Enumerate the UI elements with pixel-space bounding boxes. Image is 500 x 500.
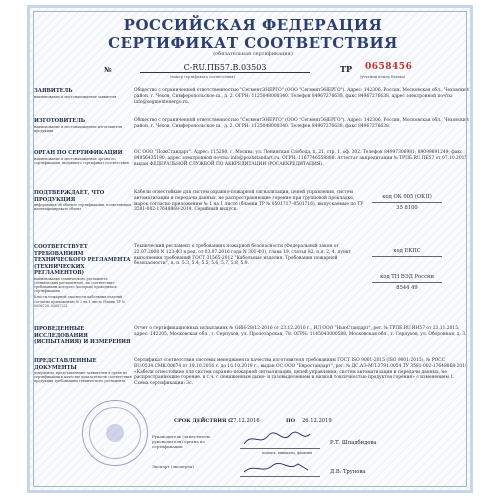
certificate-number: С-RU.ПБ57.В.03503 xyxy=(140,63,310,73)
manufacturer-caption: наименование и местонахождение изготовителя продукции xyxy=(34,124,123,133)
tech-req-text: Технический регламент о требованиях пожарной безопасности (Федеральный закон от 22.07.2008 N 123-ФЗ в ред. от 03.07.2016 года N 301-ФЗ), глава 19, статья 82, п.п. 2, 4, пункт выполнения требований ГОСТ 31565-2012 "Кабельные изделия. Требования пожарной безопасности", п. п. 5.3, 5.4, 5.5, 5.6, 5.7, 5.8, 5.9. xyxy=(134,244,352,267)
title-country: РОССИЙСКАЯ ФЕДЕРАЦИЯ xyxy=(123,16,383,34)
certificate-frame xyxy=(27,5,473,493)
applicant-text: Общество с ограниченной ответственностью "СегментЭНЕРГО" (ООО "СегментЭНЕРГО"). Адрес: 142306, Россия, Московская обл., Чеховский район, г. Чехов, Симферопольское ш., д. 2. ОГРН: 1125048000340. Телефон 84967276638, факс 84967276638, адрес электронной почты info@segmentenergo.ru. xyxy=(134,88,469,105)
head-name: Р.Т. Шпадбидова xyxy=(330,440,377,446)
tnved-code-value: 8544 49 xyxy=(372,282,442,291)
title-subtitle: (обязательная сертификация) xyxy=(213,51,293,57)
documents-text: Сертификат соответствия системы менеджмента качества изготовителя требованиям ГОСТ ISO 9001-2015 (ISO 9001:2015), № РОСС RU.0534.СМК.00674 от 19.10.2016 г. до 16.10.2019 г., выдан ОС ООО "Евростандарт", рег. № ДС.АЭ-МЛ.3791.0054 ТУ 3581-002-17648868-2014 «Кабели огнестойкие для систем охранно-пожарной сигнализации, цепей управления, систем автоматизации и передачи данных, не распространяющие горение, в т.ч. с пониженным дымо- и газовыделением и низкой токсичностью продуктов горения» с изменением 1. Схема сертификации: 3с. xyxy=(134,358,468,387)
expert-name: Д.В. Трунова xyxy=(330,469,366,475)
expert-signature-icon xyxy=(242,460,312,476)
okp-code-value: 35 8100 xyxy=(372,202,442,211)
manufacturer-text: Общество с ограниченной ответственностью "СегментЭНЕРГО" (ООО "СегментЭНЕРГО"). Адрес: 142306, Россия, Московская обл., Чеховский район, г. Чехов, Симферопольское ш., д. 2. ОГРН: 1125048000340. Телефон 84967276638, факс 84967276638. xyxy=(134,118,469,129)
validity-from-label: СРОК ДЕЙСТВИЯ С xyxy=(174,418,233,424)
tnved-code-label: код ТН ВЭД России xyxy=(380,274,434,280)
applicant-caption: наименование и местонахождение заявителя xyxy=(34,94,117,99)
certificate-number-row xyxy=(30,63,476,77)
applicant-label: ЗАЯВИТЕЛЬ наименование и местонахождение заявителя xyxy=(34,88,132,99)
title-certificate: СЕРТИФИКАТ СООТВЕТСТВИЯ xyxy=(108,34,398,52)
organization-seal xyxy=(82,400,148,466)
serial-number: 0658456 xyxy=(365,62,413,72)
cert-body-text: ОС ООО "ПожСтандарт". Адрес: 115280, г. Москва, ул. Ленинская Слобода, д. 21, стр. 1, оф. 302. Телефон 84997306981; 89099891249, факс 84956435190, адрес электронной почты: info@pozhstandart.ru. ОГРН: 1167746558888. Аттестат аккредитации № ТРПБ.RU.ПБ57 от 07.10.2015 выдан ФЕДЕРАЛЬНОЙ СЛУЖБОЙ ПО АККРЕДИТАЦИИ (РОСАККРЕДИТАЦИЯ). xyxy=(134,150,468,167)
cert-body-caption: наименование и местонахождение органа по сертификации, выдавшего сертификат соответствия xyxy=(34,156,129,165)
okp-code-box xyxy=(372,194,442,211)
cert-body-label: ОРГАН ПО СЕРТИФИКАЦИИ наименование и местонахождение органа по сертификации, выдавшего сертификат соответствия xyxy=(34,150,132,165)
tech-req-section xyxy=(34,244,470,308)
tech-req-label: СООТВЕТСТВУЕТ ТРЕБОВАНИЯМ ТЕХНИЧЕСКОГО РЕГЛАМЕНТА (ТЕХНИЧЕСКИХ РЕГЛАМЕНТОВ) наименование технического регламента (технических регламентов), на соответствие требованиям которого (которых) проводилась сертификация Классы пожарной опасности кабельных изделий согласно приложению № 2 на 1 листе (бланк ТР № 0506720–0506722). xyxy=(34,244,131,308)
product-section xyxy=(34,190,470,238)
validity-from-date: 27.12.2016 xyxy=(230,418,260,424)
expert-caption: Эксперт (эксперты) xyxy=(152,464,194,469)
ekps-code-label: код ЕКПС xyxy=(393,248,421,254)
tests-section xyxy=(34,326,470,352)
okp-code-label: код ОК 005 (ОКП) xyxy=(382,194,432,200)
cert-body-section xyxy=(34,150,470,184)
number-mark: № xyxy=(104,65,112,74)
serial-number-caption: (учетный номер бланка) xyxy=(360,75,406,79)
applicant-section xyxy=(34,88,470,114)
product-label: ПОДТВЕРЖДАЕТ, ЧТО ПРОДУКЦИЯ информация об объекте сертификации, позволяющая идентифицировать объект xyxy=(34,190,131,212)
tnved-code-box xyxy=(372,274,442,291)
manufacturer-section xyxy=(34,118,470,144)
tech-req-extra: Классы пожарной опасности кабельных изделий согласно приложению № 2 на 1 листе (бланк ТР № 0506720–0506722). xyxy=(34,295,125,308)
manufacturer-label: ИЗГОТОВИТЕЛЬ наименование и местонахождение изготовителя продукции xyxy=(34,118,132,133)
head-signature-icon xyxy=(242,430,312,448)
head-caption: Руководитель (заместитель руководителя) органа по сертификации xyxy=(152,434,211,449)
expert-sign-line xyxy=(240,476,320,477)
head-sign-caption: подпись, инициалы, фамилия xyxy=(262,451,312,455)
tests-text: Отчет о сертификационных испытаниях № ОЯН-28/12-2016 от 23.12.2016 г., ИЛ ООО "НьюСтандарт", рег. № ТРПБ.RU.ИН57 от 23.11.2015, адрес: 142205, Московская обл., г. Серпухов, ул. Пролетарская, 78. ОГРН: 1145043000588, Московская обл., г. Серпухов, ул. Оборонная, д. 3. xyxy=(134,326,467,337)
tr-label: ТР xyxy=(340,64,352,74)
tests-label: ПРОВЕДЕННЫЕ ИССЛЕДОВАНИЯ (ИСПЫТАНИЯ) И ИЗМЕРЕНИЯ xyxy=(34,326,131,345)
ekps-code-value xyxy=(372,256,442,265)
product-text: Кабели огнестойкие для систем охранно-пожарной сигнализации, цепей управления, систем автоматизации и передачи данных, не распространяющие горение при групповой прокладке, марок согласно приложению № 1 на 1 листе (бланки ТР № 0501717–0501716), выпускаемые по ТУ 3581-002-17648868-2014. Серийный выпуск. xyxy=(134,190,364,213)
product-caption: информация об объекте сертификации, позволяющая идентифицировать объект xyxy=(34,203,131,212)
head-sign-line xyxy=(240,448,320,449)
validity-to-date: 26.12.2019 xyxy=(302,418,332,424)
certificate-number-caption: (номер сертификата соответствия) xyxy=(170,75,235,79)
tech-req-caption: наименование технического регламента (технических регламентов), на соответствие требованиям которого (которых) проводилась сертификация xyxy=(34,276,117,294)
documents-caption: документы, представленные заявителем в орган по сертификации в качестве доказательств соответствия продукции требованиям технического регламента xyxy=(34,371,132,384)
validity-to-label: ПО xyxy=(286,418,296,424)
ekps-code-box xyxy=(372,248,442,265)
documents-label: ПРЕДСТАВЛЕННЫЕ ДОКУМЕНТЫ документы, представленные заявителем в орган по сертификации в качестве доказательств соответствия продукции требованиям технического регламента xyxy=(34,358,132,384)
